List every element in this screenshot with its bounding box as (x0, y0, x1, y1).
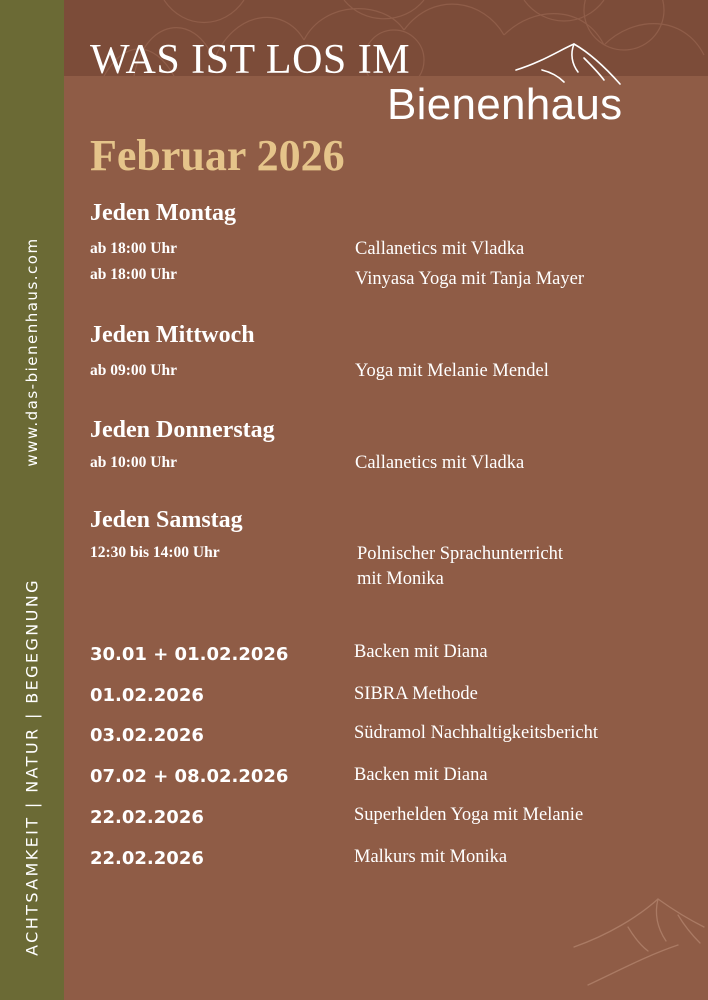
event-date: 07.02 + 08.02.2026 (90, 766, 289, 787)
event-date: 01.02.2026 (90, 685, 204, 706)
saturday-heading: Jeden Samstag (90, 507, 243, 533)
tagline: ACHTSAMKEIT | NATUR | BEGEGNUNG (22, 578, 42, 956)
event-title: Backen mit Diana (354, 642, 488, 662)
event-title: Backen mit Diana (354, 765, 488, 785)
event-title: Superhelden Yoga mit Melanie (354, 805, 584, 825)
thursday-heading: Jeden Donnerstag (90, 417, 275, 443)
monday-time-1: ab 18:00 Uhr (90, 240, 177, 257)
wednesday-activity-1: Yoga mit Melanie Mendel (355, 361, 549, 381)
wednesday-heading: Jeden Mittwoch (90, 322, 255, 348)
saturday-time-1: 12:30 bis 14:00 Uhr (90, 544, 220, 561)
website-url[interactable]: www.das-bienenhaus.com (23, 237, 41, 467)
monday-time-2: ab 18:00 Uhr (90, 266, 177, 283)
thursday-time-1: ab 10:00 Uhr (90, 454, 177, 471)
wednesday-time-1: ab 09:00 Uhr (90, 362, 177, 379)
event-title: Malkurs mit Monika (354, 847, 508, 867)
event-date: 22.02.2026 (90, 848, 204, 869)
month-heading: Februar 2026 (90, 131, 345, 180)
page-title: WAS IST LOS IM (90, 37, 411, 83)
thursday-activity-1: Callanetics mit Vladka (355, 453, 525, 473)
monday-heading: Jeden Montag (90, 200, 236, 226)
saturday-activity-line-2: mit Monika (357, 569, 444, 589)
brand-name: Bienenhaus (387, 80, 623, 129)
saturday-activity-line-1: Polnischer Sprachunterricht (357, 544, 564, 564)
event-date: 30.01 + 01.02.2026 (90, 644, 289, 665)
event-date: 03.02.2026 (90, 725, 204, 746)
monday-activity-2: Vinyasa Yoga mit Tanja Mayer (355, 269, 584, 289)
event-date: 22.02.2026 (90, 807, 204, 828)
event-title: Südramol Nachhaltigkeitsbericht (354, 723, 599, 743)
corner-ornament-icon (568, 885, 708, 995)
monday-activity-1: Callanetics mit Vladka (355, 239, 525, 259)
event-title: SIBRA Methode (354, 684, 478, 704)
